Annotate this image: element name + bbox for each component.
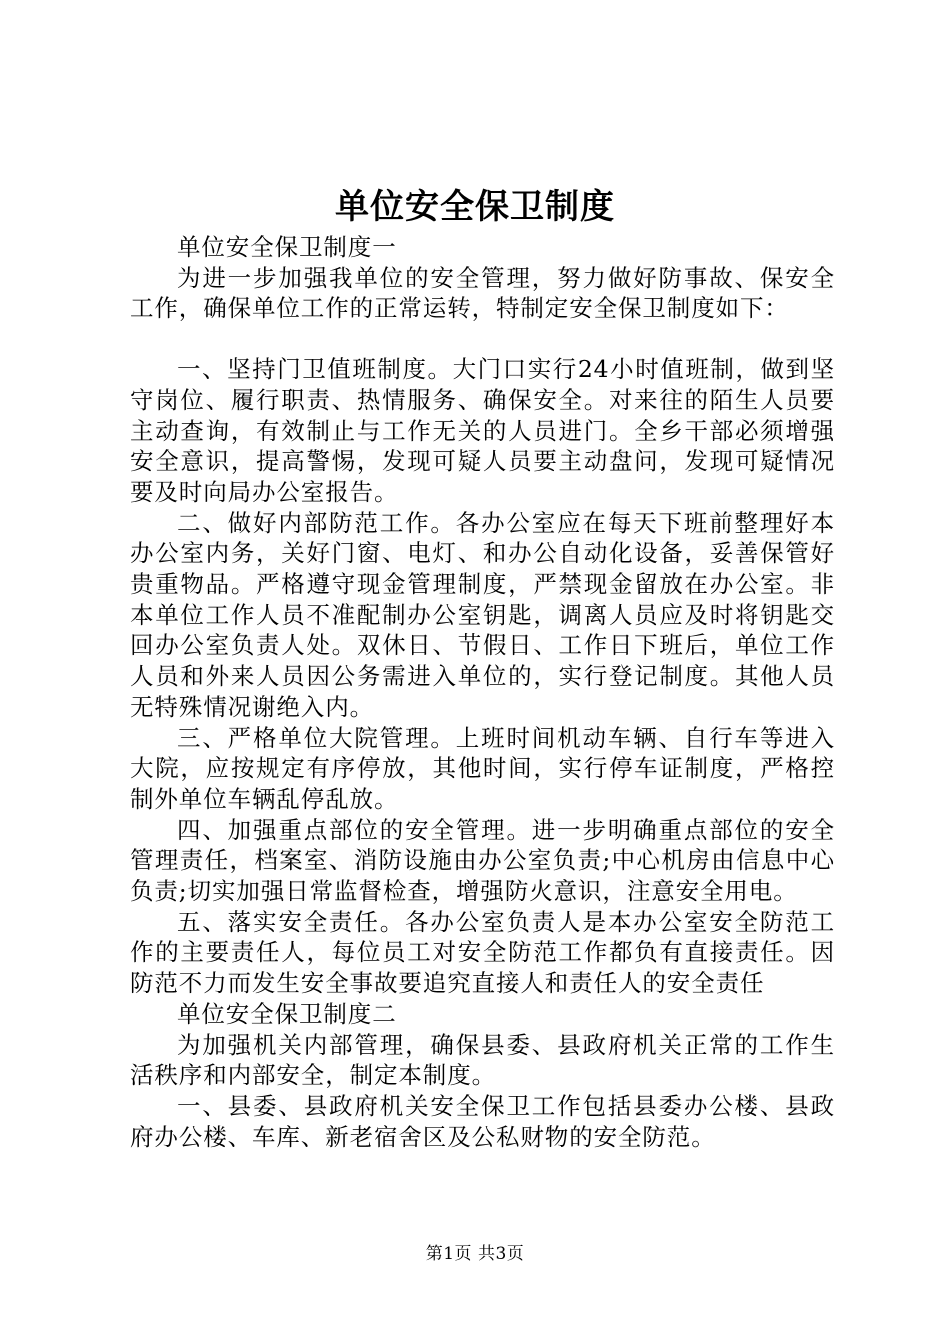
section-heading-2: 单位安全保卫制度二: [177, 999, 397, 1028]
page-number-footer: 第1页 共3页: [425, 1244, 525, 1264]
document-body: [130, 232, 835, 1152]
intro-paragraph-2: 为加强机关内部管理，确保县委、县政府机关正常的工作生活秩序和内部安全，制定本制度。: [130, 1030, 835, 1090]
rule-paragraph-5: 五、落实安全责任。各办公室负责人是本办公室安全防范工作的主要责任人，每位员工对安全防范工作都负有直接责任。因防范不力而发生安全事故要追究直接人和责任人的安全责任: [130, 907, 835, 998]
rule-paragraph-3: 三、严格单位大院管理。上班时间机动车辆、自行车等进入大院，应按规定有序停放，其他时间，实行停车证制度，严格控制外单位车辆乱停乱放。: [130, 723, 835, 813]
section-heading-1: 单位安全保卫制度一: [177, 233, 397, 261]
intro-paragraph: 为进一步加强我单位的安全管理，努力做好防事故、保安全工作，确保单位工作的正常运转，特制定安全保卫制度如下：: [130, 263, 835, 323]
document-title: 单位安全保卫制度: [335, 187, 615, 227]
rule-paragraph-4: 四、加强重点部位的安全管理。进一步明确重点部位的安全管理责任，档案室、消防设施由办公室负责;中心机房由信息中心负责;切实加强日常监督检查，增强防火意识，注意安全用电。: [130, 815, 835, 906]
rule-paragraph-2-1: 一、县委、县政府机关安全保卫工作包括县委办公楼、县政府办公楼、车库、新老宿舍区及公私财物的安全防范。: [130, 1091, 835, 1151]
rule-paragraph-1: 一、坚持门卫值班制度。大门口实行24小时值班制，做到坚守岗位、履行职责、热情服务、确保安全。对来往的陌生人员要主动查询，有效制止与工作无关的人员进门。全乡干部必须增强安全意识，提高警惕，发现可疑人员要主动盘问，发现可疑情况要及时向局办公室报告。: [130, 355, 835, 506]
rule-paragraph-2: 二、做好内部防范工作。各办公室应在每天下班前整理好本办公室内务，关好门窗、电灯、和办公自动化设备，妥善保管好贵重物品。严格遵守现金管理制度，严禁现金留放在办公室。非本单位工作人员不准配制办公室钥匙，调离人员应及时将钥匙交回办公室负责人处。双休日、节假日、工作日下班后，单位工作人员和外来人员因公务需进入单位的，实行登记制度。其他人员无特殊情况谢绝入内。: [130, 508, 835, 721]
